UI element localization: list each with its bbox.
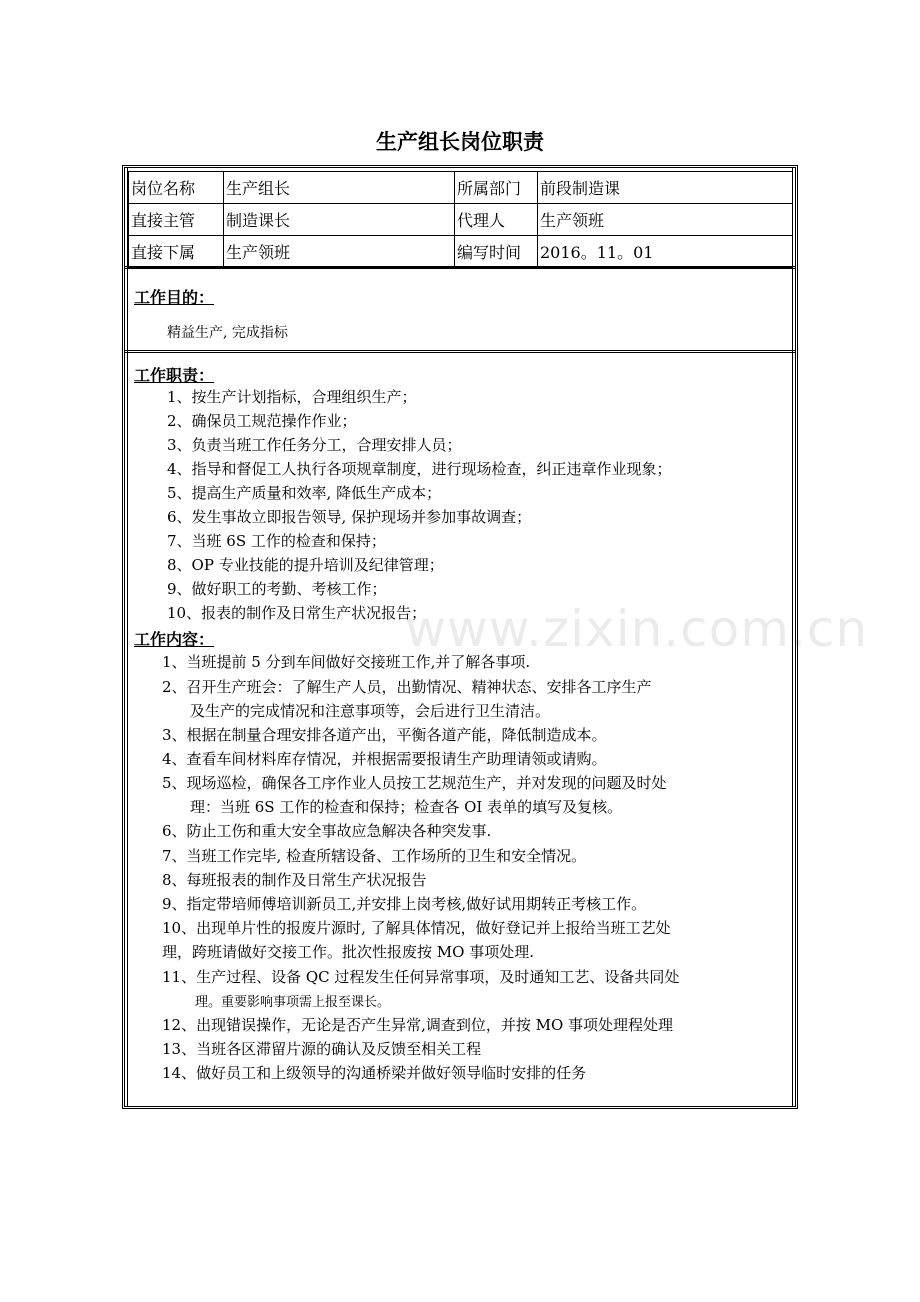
dept-label: 所属部门 <box>455 172 538 204</box>
content-line: 14、做好员工和上级领导的沟通桥梁并做好领导临时安排的任务 <box>162 1064 587 1082</box>
table-row <box>129 236 793 268</box>
duty-item: 1、按生产计划指标，合理组织生产； <box>167 388 417 406</box>
duties-heading: 工作职责： <box>134 366 215 385</box>
content-line: 9、指定带培师傅培训新员工,并安排上岗考核,做好试用期转正考核工作。 <box>162 895 647 913</box>
duty-item: 5、提高生产质量和效率, 降低生产成本； <box>167 484 442 502</box>
supervisor-value: 制造课长 <box>224 204 455 236</box>
dept-value: 前段制造课 <box>538 172 793 204</box>
content-line: 理。重要影响事项需上报至课长。 <box>195 995 391 1010</box>
content-line: 3、根据在制量合理安排各道产出，平衡各道产能，降低制造成本。 <box>162 726 607 744</box>
content-line: 13、当班各区滞留片源的确认及反馈至相关工程 <box>162 1040 482 1058</box>
content-line: 11、生产过程、设备 QC 过程发生任何异常事项，及时通知工艺、设备共同处 <box>162 968 680 986</box>
duty-item: 3、负责当班工作任务分工，合理安排人员； <box>167 436 462 454</box>
deputy-value: 生产领班 <box>538 204 793 236</box>
content-line: 及生产的完成情况和注意事项等，会后进行卫生清洁。 <box>190 702 551 720</box>
content-line: 理，跨班请做好交接工作。批次性报废按 MO 事项处理. <box>162 943 534 961</box>
content-heading: 工作内容： <box>134 630 215 649</box>
content-line: 6、防止工伤和重大安全事故应急解决各种突发事. <box>162 822 492 840</box>
position-label: 岗位名称 <box>129 172 224 204</box>
section-divider <box>125 266 795 269</box>
watermark: www.zixin.com.cn <box>405 600 869 658</box>
content-line: 10、出现单片性的报废片源时, 了解具体情况，做好登记并上报给当班工艺处 <box>162 919 671 937</box>
content-line: 4、查看车间材料库存情况，并根据需要报请生产助理请领或请购。 <box>162 750 607 768</box>
info-table <box>128 171 793 268</box>
subordinate-value: 生产领班 <box>224 236 455 268</box>
duty-item: 4、指导和督促工人执行各项规章制度，进行现场检查，纠正违章作业现象； <box>167 460 672 478</box>
purpose-heading: 工作目的： <box>134 288 215 307</box>
content-line: 8、每班报表的制作及日常生产状况报告 <box>162 871 427 889</box>
date-value: 2016。11。01 <box>538 236 793 268</box>
content-line: 7、当班工作完毕, 检查所辖设备、工作场所的卫生和安全情况。 <box>162 847 587 865</box>
date-label: 编写时间 <box>455 236 538 268</box>
purpose-text: 精益生产, 完成指标 <box>167 325 288 341</box>
section-divider <box>125 350 795 353</box>
duty-item: 10、报表的制作及日常生产状况报告； <box>167 604 427 622</box>
duty-item: 2、确保员工规范操作作业； <box>167 412 357 430</box>
deputy-label: 代理人 <box>455 204 538 236</box>
table-row <box>129 204 793 236</box>
content-line: 12、出现错误操作，无论是否产生异常,调查到位，并按 MO 事项处理程处理 <box>162 1016 674 1034</box>
duty-item: 8、OP 专业技能的提升培训及纪律管理； <box>167 556 444 574</box>
position-value: 生产组长 <box>224 172 455 204</box>
content-line: 5、现场巡检，确保各工序作业人员按工艺规范生产，并对发现的问题及时处 <box>162 774 667 792</box>
duty-item: 9、做好职工的考勤、考核工作； <box>167 580 387 598</box>
duty-item: 7、当班 6S 工作的检查和保持； <box>167 532 386 550</box>
table-row <box>129 172 793 204</box>
subordinate-label: 直接下属 <box>129 236 224 268</box>
page-title: 生产组长岗位职责 <box>376 130 544 154</box>
duty-item: 6、发生事故立即报告领导, 保护现场并参加事故调查； <box>167 508 532 526</box>
content-line: 1、当班提前 5 分到车间做好交接班工作,并了解各事项. <box>162 653 531 671</box>
supervisor-label: 直接主管 <box>129 204 224 236</box>
content-line: 2、召开生产班会：了解生产人员，出勤情况、精神状态、安排各工序生产 <box>162 678 652 696</box>
content-line: 理：当班 6S 工作的检查和保持；检查各 OI 表单的填写及复核。 <box>190 798 623 816</box>
